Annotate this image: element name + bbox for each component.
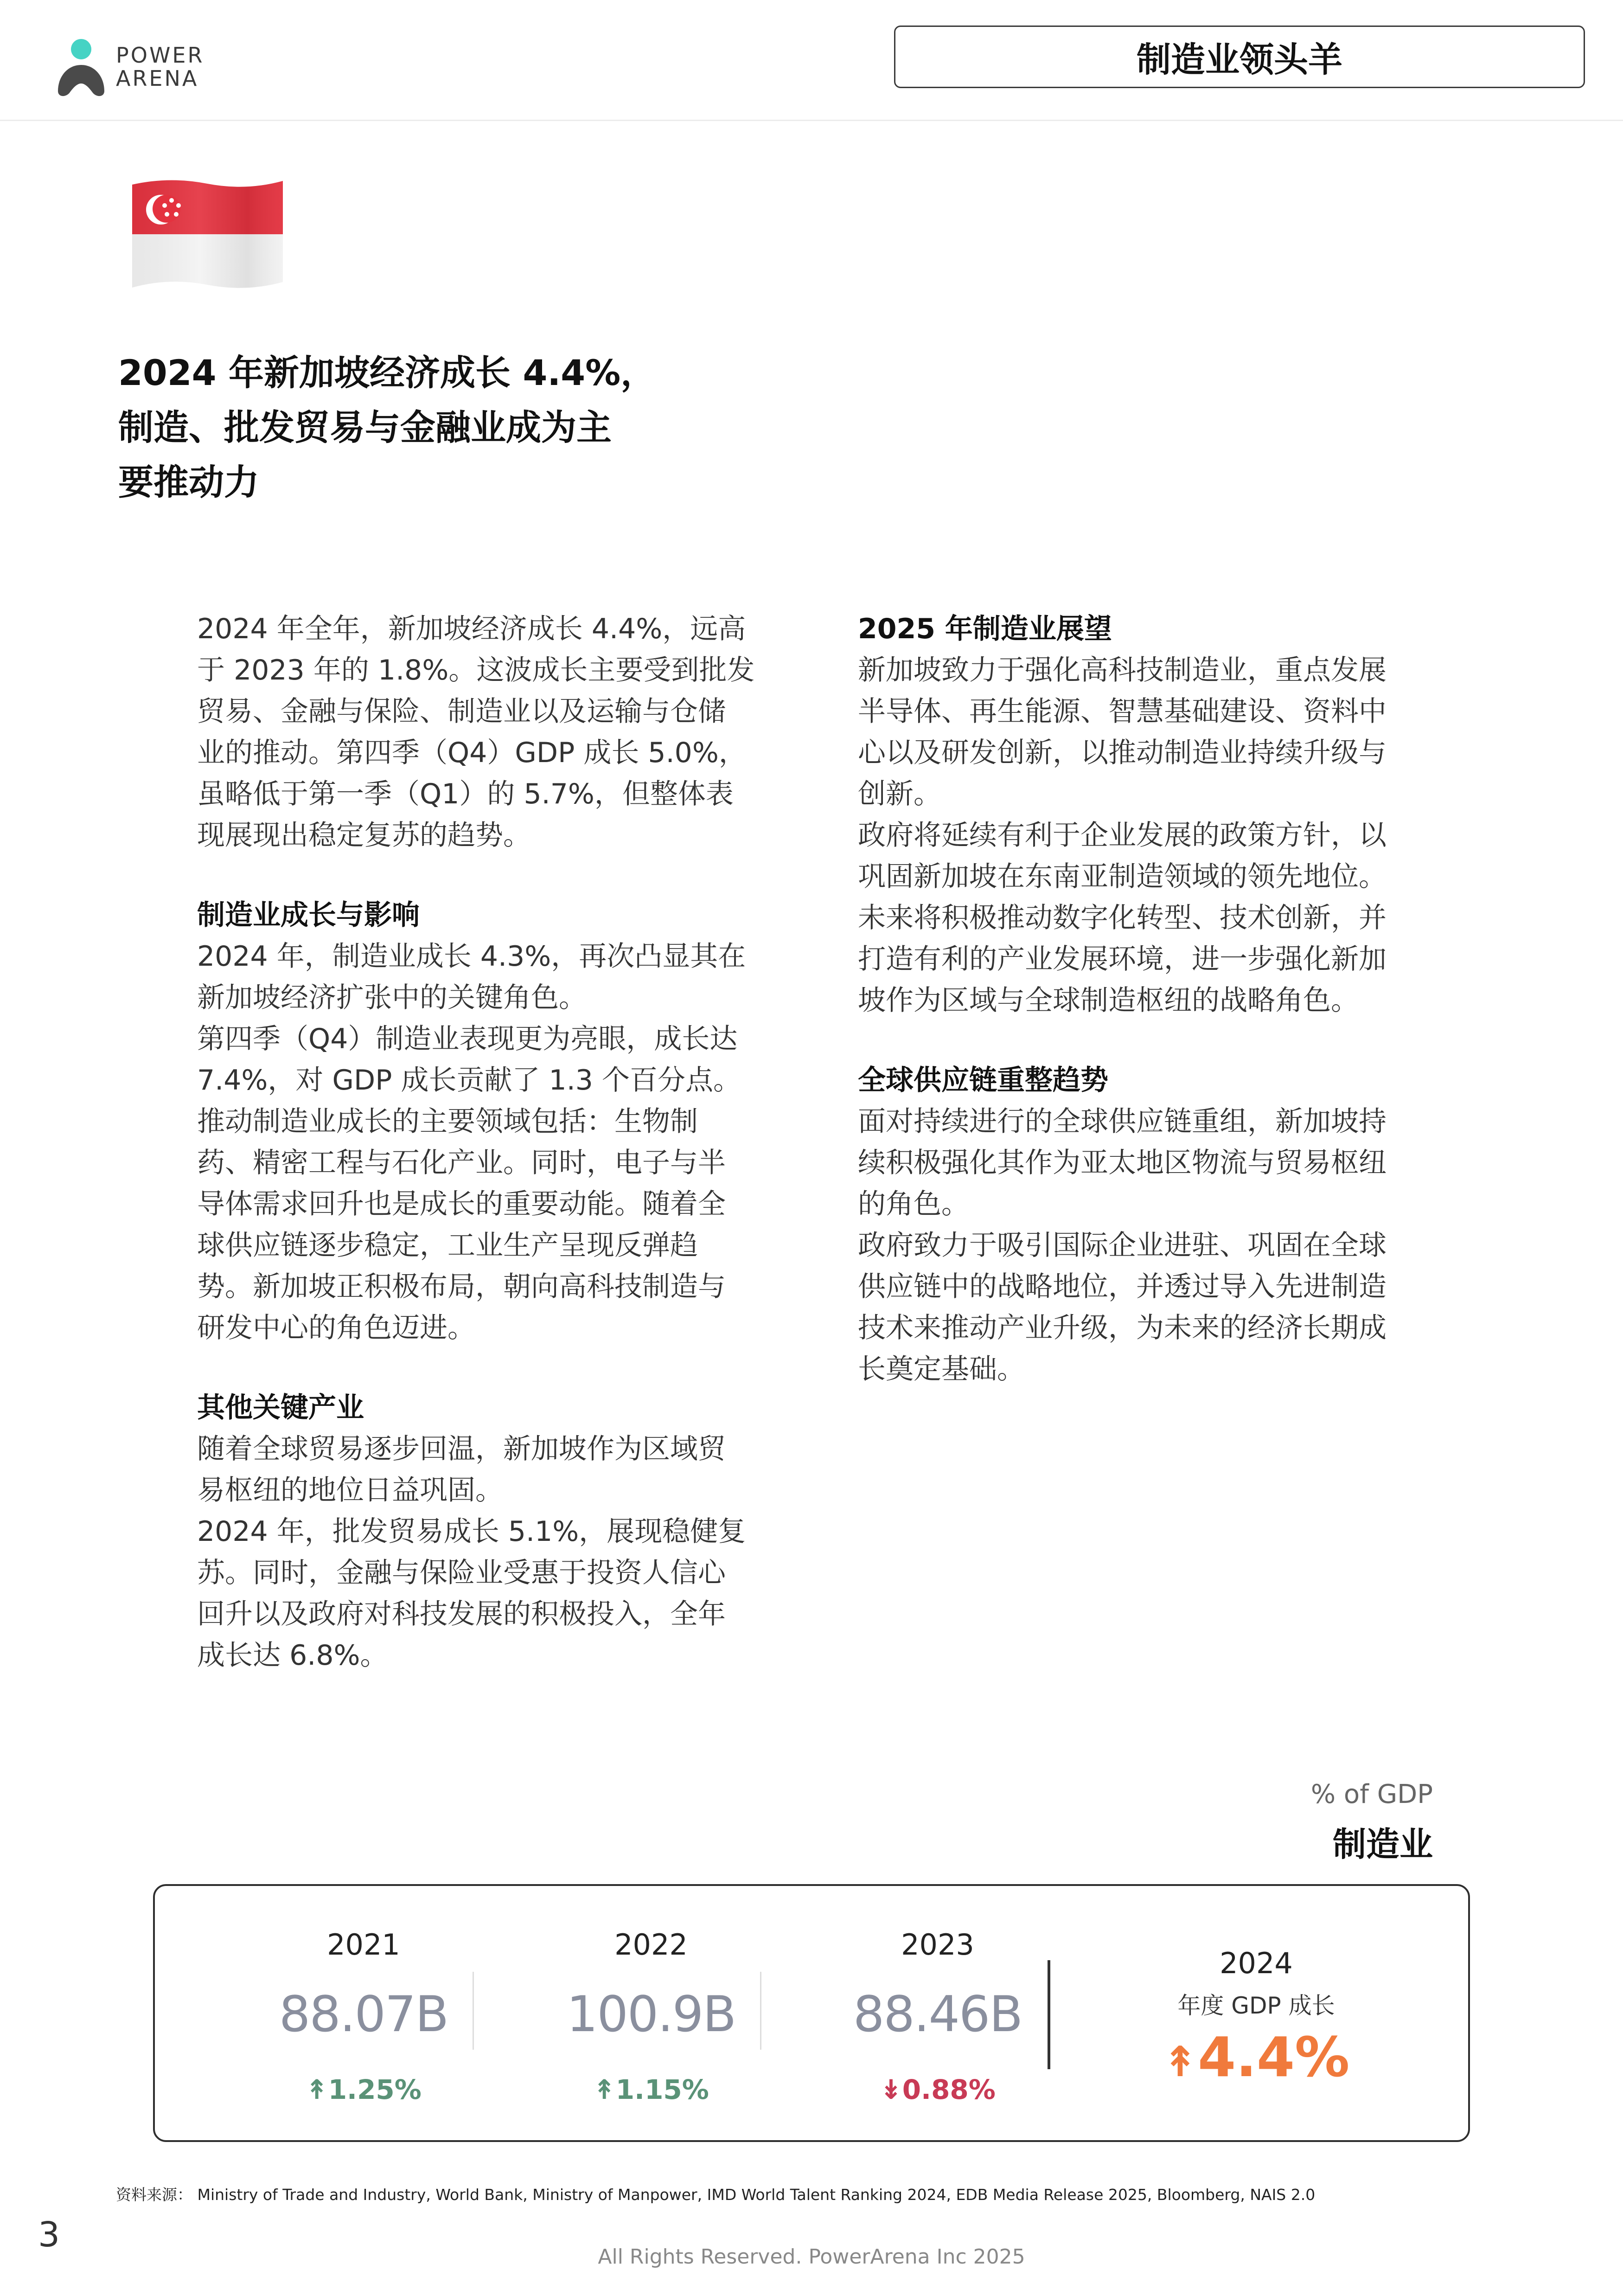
stat-growth-value: 4.4% xyxy=(1198,2025,1350,2089)
body-line: 势。新加坡正积极布局，朝向高科技制造与 xyxy=(197,1270,726,1303)
body-line: 坡作为区域与全球制造枢纽的战略角色。 xyxy=(858,984,1359,1017)
stat-change-value: 1.25% xyxy=(328,2074,422,2105)
page-title-line: 制造、批发贸易与金融业成为主 xyxy=(118,407,612,448)
sector-label: 制造业 xyxy=(1332,1825,1433,1864)
page-title-line: 要推动力 xyxy=(118,462,259,503)
body-line: 政府致力于吸引国际企业进驻、巩固在全球 xyxy=(858,1229,1387,1262)
body-line: 供应链中的战略地位，并透过导入先进制造 xyxy=(858,1270,1387,1303)
body-line: 打造有利的产业发展环境，进一步强化新加 xyxy=(858,943,1387,975)
stat-2024 xyxy=(1119,1886,1393,2140)
stat-2021 xyxy=(243,1886,484,2140)
stat-year: 2021 xyxy=(327,1928,400,1962)
body-line: 球供应链逐步稳定，工业生产呈现反弹趋 xyxy=(197,1229,698,1262)
stat-divider xyxy=(760,1972,761,2050)
body-line: 未来将积极推动数字化转型、技术创新，并 xyxy=(858,902,1387,934)
copyright: All Rights Reserved. PowerArena Inc 2025 xyxy=(598,2245,1025,2269)
stat-year: 2022 xyxy=(614,1928,688,1962)
body-line: 苏。同时，金融与保险业受惠于投资人信心 xyxy=(197,1557,726,1589)
page-number: 3 xyxy=(38,2215,60,2255)
stat-value: 88.46B xyxy=(853,1986,1022,2043)
body-line: 导体需求回升也是成长的重要动能。随着全 xyxy=(197,1188,726,1220)
left-column xyxy=(197,609,781,1676)
body-line: 回升以及政府对科技发展的积极投入，全年 xyxy=(197,1598,726,1630)
intro-paragraph-line: 虽略低于第一季（Q1）的 5.7%，但整体表 xyxy=(197,778,734,810)
body-line: 2024 年，制造业成长 4.3%，再次凸显其在 xyxy=(197,940,746,973)
right-column xyxy=(858,609,1442,1390)
arrow-up-icon: ↟ xyxy=(306,2074,328,2105)
header-divider xyxy=(0,120,1623,121)
stat-divider-main xyxy=(1048,1960,1050,2069)
brand-name xyxy=(116,44,204,90)
stat-change-value: 0.88% xyxy=(902,2074,996,2105)
intro-paragraph-line: 现展现出稳定复苏的趋势。 xyxy=(197,819,531,852)
body-line: 新加坡经济扩张中的关键角色。 xyxy=(197,981,587,1014)
body-line: 续积极强化其作为亚太地区物流与贸易枢纽 xyxy=(858,1147,1387,1179)
section-heading-other-industries: 其他关键产业 xyxy=(197,1392,364,1424)
unit-label: % of GDP xyxy=(1310,1779,1433,1809)
body-line: 第四季（Q4）制造业表现更为亮眼，成长达 xyxy=(197,1023,738,1055)
stat-change xyxy=(243,2074,484,2105)
body-line: 面对持续进行的全球供应链重组，新加坡持 xyxy=(858,1105,1387,1138)
body-line: 随着全球贸易逐步回温，新加坡作为区域贸 xyxy=(197,1433,726,1465)
intro-paragraph-line: 业的推动。第四季（Q4）GDP 成长 5.0%， xyxy=(197,737,747,769)
stat-growth xyxy=(1119,2025,1393,2089)
section-heading-manufacturing-growth: 制造业成长与影响 xyxy=(197,899,420,931)
source-note: 资料来源： Ministry of Trade and Industry, World Bank, Ministry of Manpower, IMD World Talent Ranking 2024, EDB Media Release 2025, Bloomberg, NAIS 2.0 xyxy=(116,2186,1316,2204)
body-line: 成长达 6.8%。 xyxy=(197,1639,388,1672)
arrow-down-icon: ↡ xyxy=(880,2074,902,2105)
body-line: 政府将延续有利于企业发展的政策方针，以 xyxy=(858,819,1387,852)
brand-name-line1: POWER xyxy=(116,43,204,68)
body-line: 药、精密工程与石化产业。同时，电子与半 xyxy=(197,1147,726,1179)
section-heading-2025-outlook: 2025 年制造业展望 xyxy=(858,613,1112,645)
page-title-line: 2024 年新加坡经济成长 4.4%， xyxy=(118,352,656,393)
stat-2022 xyxy=(530,1886,772,2140)
section-tag: 制造业领头羊 xyxy=(894,26,1585,88)
intro-paragraph-line: 2024 年全年，新加坡经济成长 4.4%，远高 xyxy=(197,613,746,645)
stat-change-value: 1.15% xyxy=(615,2074,709,2105)
body-line: 巩固新加坡在东南亚制造领域的领先地位。 xyxy=(858,860,1387,893)
stat-year: 2023 xyxy=(901,1928,974,1962)
body-line: 易枢纽的地位日益巩固。 xyxy=(197,1474,503,1507)
body-line: 半导体、再生能源、智慧基础建设、资料中 xyxy=(858,695,1387,728)
brand-name-line2: ARENA xyxy=(116,66,199,91)
body-line: 2024 年，批发贸易成长 5.1%，展现稳健复 xyxy=(197,1515,746,1548)
body-line: 7.4%，对 GDP 成长贡献了 1.3 个百分点。 xyxy=(197,1064,741,1097)
stat-value: 100.9B xyxy=(566,1986,736,2043)
stat-value: 88.07B xyxy=(279,1986,448,2043)
arrow-up-icon: ↟ xyxy=(1163,2038,1198,2086)
page-title xyxy=(118,346,675,510)
stat-divider xyxy=(473,1972,474,2050)
body-line: 新加坡致力于强化高科技制造业，重点发展 xyxy=(858,654,1387,686)
body-line: 技术来推动产业升级，为未来的经济长期成 xyxy=(858,1312,1387,1344)
body-line: 研发中心的角色迈进。 xyxy=(197,1312,475,1344)
body-line: 长奠定基础。 xyxy=(858,1353,1025,1385)
stat-change xyxy=(817,2074,1058,2105)
body-line: 心以及研发创新，以推动制造业持续升级与 xyxy=(858,737,1387,769)
section-heading-supply-chain: 全球供应链重整趋势 xyxy=(858,1064,1108,1097)
stat-2023 xyxy=(817,1886,1058,2140)
body-line: 的角色。 xyxy=(858,1188,969,1220)
stat-year: 2024 xyxy=(1220,1946,1293,1980)
stat-sub-label: 年度 GDP 成长 xyxy=(1177,1992,1335,2019)
intro-paragraph-line: 于 2023 年的 1.8%。这波成长主要受到批发 xyxy=(197,654,755,686)
stat-change xyxy=(530,2074,772,2105)
arrow-up-icon: ↟ xyxy=(593,2074,616,2105)
singapore-flag-icon xyxy=(128,176,288,292)
body-line: 创新。 xyxy=(858,778,941,810)
gdp-stats-card xyxy=(153,1884,1470,2142)
power-arena-logo-icon xyxy=(56,36,107,96)
intro-paragraph-line: 贸易、金融与保险、制造业以及运输与仓储 xyxy=(197,695,726,728)
body-line: 推动制造业成长的主要领域包括：生物制 xyxy=(197,1105,698,1138)
